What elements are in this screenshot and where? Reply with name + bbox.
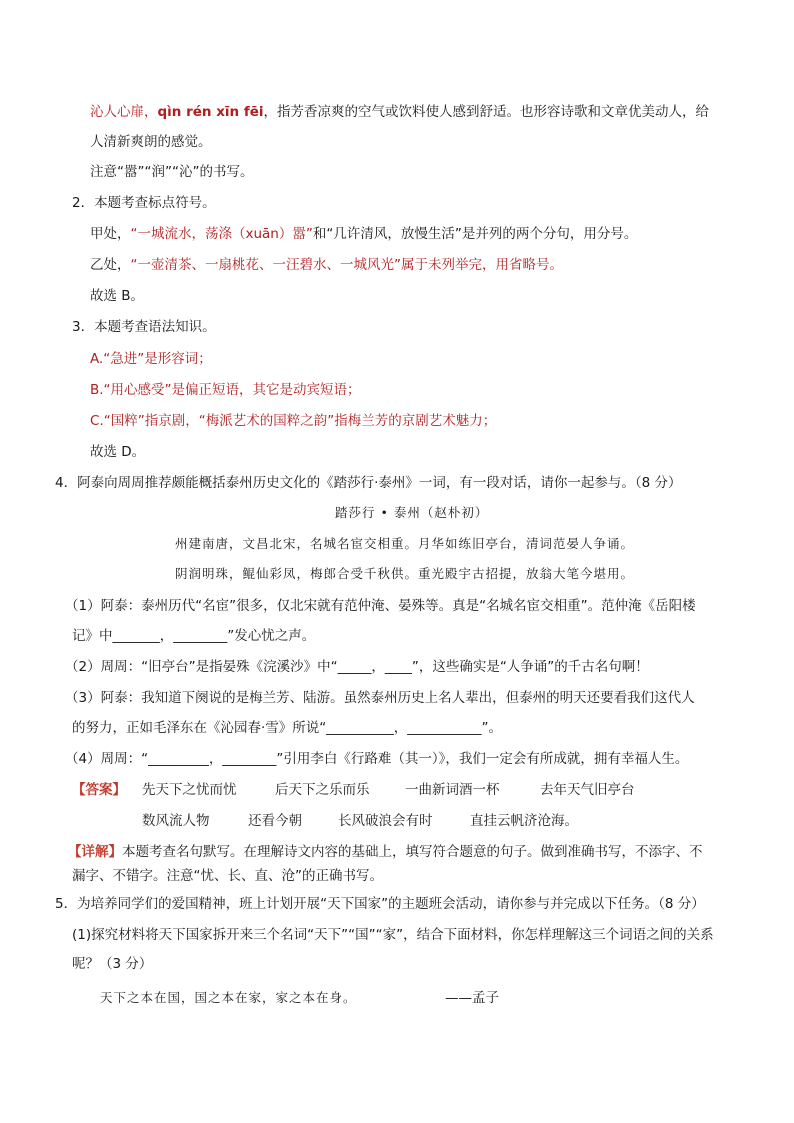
- poem-title: 踏莎行 • 泰州（赵朴初）: [335, 505, 489, 520]
- answer-item: 还看今朝: [248, 813, 302, 829]
- q3-option-c: C.“国粹”指京剧，“梅派艺术的国粹之韵”指梅兰芳的京剧艺术魅力；: [90, 413, 497, 429]
- q5-1-line-a: (1)探究材料将天下国家拆开来三个名词“天下”“国”“家”，结合下面材料，你怎样理解这三个词语之间的关系: [72, 927, 714, 943]
- definition-text: ，指芳香凉爽的空气或饮料使人感到舒适。也形容诗歌和文章优美动人，给: [263, 104, 710, 120]
- answer-item: 先天下之忧而忧: [142, 782, 237, 798]
- detail-line-2: 漏字、不错字。注意“忧、长、直、沧”的正确书写。: [72, 868, 383, 884]
- poem-line-1: 州建南唐，文昌北宋，名城名宦交相重。月华如练旧亭台，清词范晏人争诵。: [175, 536, 635, 551]
- answer-item: 直挂云帆济沧海。: [470, 813, 578, 829]
- q3-answer: 故选 D。: [90, 444, 146, 460]
- q2-b-pre: 乙处，: [90, 257, 131, 273]
- answer-item: 后天下之乐而乐: [275, 782, 370, 798]
- term-text: 沁人心扉，: [90, 104, 158, 120]
- q2-answer: 故选 B。: [90, 288, 145, 304]
- answer-item: 数风流人物: [142, 813, 210, 829]
- q4-1-line-b: 记》中_______，________”发心忧之声。: [72, 628, 316, 644]
- q4-title: 4．阿泰向周周推荐颇能概括泰州历史文化的《踏莎行·泰州》一词，有一段对话，请你一起参与。（8 分）: [55, 475, 682, 491]
- q2-title: 2．本题考查标点符号。: [72, 195, 216, 211]
- poem-line-2: 阴润明珠，鲲仙彩凤，梅郎合受千秋供。重光殿宇古招提，放翁大笔今堪用。: [175, 566, 635, 581]
- q2-b-line: [90, 255, 563, 275]
- line-note: 注意“嚣”“润”“沁”的书写。: [90, 164, 254, 180]
- answer-item: 去年天气旧亭台: [540, 782, 635, 798]
- q3-option-b: B.“用心感受”是偏正短语，其它是动宾短语；: [90, 382, 361, 398]
- answer-tag: 【答案】: [72, 782, 126, 798]
- detail-line-1: [68, 842, 703, 862]
- line-definition-1: [90, 102, 709, 122]
- q4-3-line-a: （3）阿泰：我知道下阕说的是梅兰芳、陆游。虽然泰州历史上名人辈出，但泰州的明天还要看我们这代人: [65, 690, 695, 706]
- q2-a-red: “一城流水，荡涤（xuān）嚣”: [130, 226, 313, 242]
- pinyin-text: qìn rén xīn fēi: [157, 104, 264, 120]
- line-definition-2: 人清新爽朗的感觉。: [90, 134, 212, 150]
- detail-tag: 【详解】: [68, 844, 122, 860]
- q4-1-line-a: （1）阿泰：泰州历代“名宦”很多，仅北宋就有范仲淹、晏殊等。真是“名城名宦交相重”。范仲淹《岳阳楼: [65, 598, 696, 614]
- q4-4-line: （4）周周：“_________，________”引用李白《行路难（其一）》，我们一定会有所成就，拥有幸福人生。: [65, 751, 689, 767]
- q5-1-line-b: 呢？（3 分）: [72, 956, 153, 972]
- q2-b-red: “一壶清茶、一扇桃花、一汪碧水、一城风光”属于未列举完，用省略号。: [130, 257, 563, 273]
- q5-title: 5．为培养同学们的爱国精神，班上计划开展“天下国家”的主题班会活动，请你参与并完成以下任务。（8 分）: [55, 896, 705, 912]
- q2-a-line: [90, 224, 637, 244]
- q3-option-a: A.“急进”是形容词；: [90, 351, 212, 367]
- q3-title: 3．本题考查语法知识。: [72, 319, 216, 335]
- q4-3-line-b: 的努力，正如毛泽东在《沁园春·雪》所说“__________，___________”。: [72, 720, 503, 736]
- quote-source: ——孟子: [445, 990, 499, 1006]
- answer-item: 长风破浪会有时: [338, 813, 433, 829]
- q2-a-post: 和“几许清风，放慢生活”是并列的两个分句，用分号。: [312, 226, 638, 242]
- detail-text-1: 本题考查名句默写。在理解诗文内容的基础上，填写符合题意的句子。做到准确书写，不添字、不: [122, 844, 703, 860]
- mencius-quote: 天下之本在国，国之本在家，家之本在身。: [100, 990, 357, 1005]
- answer-item: 一曲新词酒一杯: [405, 782, 500, 798]
- q2-a-pre: 甲处，: [90, 226, 131, 242]
- q4-2-line: （2）周周：“旧亭台”是指晏殊《浣溪沙》中“_____，____”，这些确实是“人争诵”的千古名句啊！: [65, 659, 649, 675]
